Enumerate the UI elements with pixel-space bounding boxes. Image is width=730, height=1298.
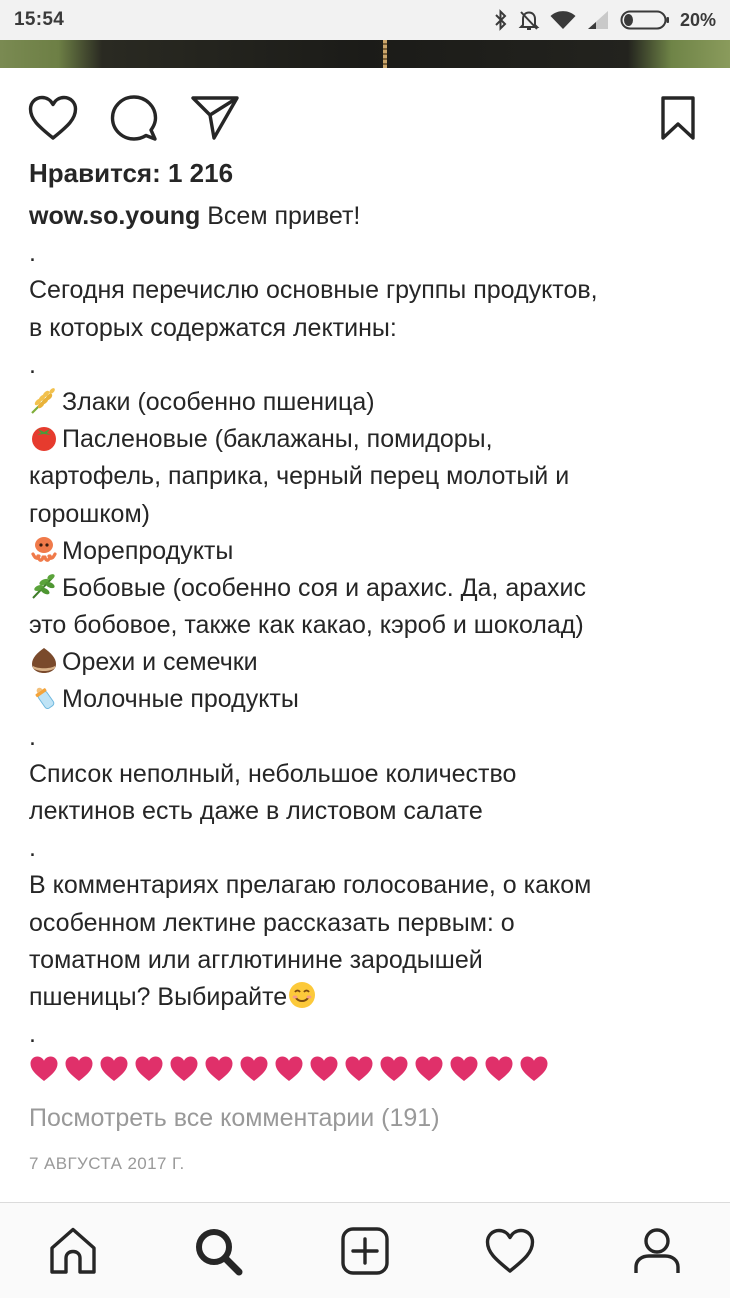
caption-line: . (29, 722, 36, 751)
caption-line: Список неполный, небольшое количество (29, 759, 517, 788)
post-date: 7 АВГУСТА 2017 Г. (29, 1154, 185, 1173)
caption-line: томатном или агглютинине зародышей (29, 945, 483, 974)
pink-heart-emoji (134, 1055, 164, 1083)
battery-icon (620, 9, 670, 31)
pink-hearts-row (29, 1055, 549, 1083)
caption-line: . (29, 239, 36, 268)
pink-heart-emoji (99, 1055, 129, 1083)
status-icons (494, 9, 716, 31)
pink-heart-emoji (239, 1055, 269, 1083)
activity-heart-icon (485, 1228, 535, 1279)
post-caption (29, 198, 709, 1091)
pink-heart-emoji (274, 1055, 304, 1083)
pink-heart-emoji (344, 1055, 374, 1083)
caption-line: Морепродукты (29, 533, 709, 570)
pink-heart-emoji (449, 1055, 479, 1083)
add-post-icon (340, 1226, 390, 1281)
caption-hearts-line (29, 1053, 709, 1090)
bluetooth-icon (494, 9, 508, 31)
nav-search-button[interactable] (190, 1225, 246, 1281)
pink-heart-emoji (169, 1055, 199, 1083)
home-icon (48, 1226, 98, 1281)
smiling-face-emoji (287, 980, 317, 1010)
comment-button[interactable] (106, 90, 162, 146)
nav-add-post-button[interactable] (337, 1225, 393, 1281)
caption-line: В комментариях прелагаю голосование, о каком (29, 871, 592, 900)
caption-line: . (29, 834, 36, 863)
caption-line: особенном лектине рассказать первым: о (29, 908, 515, 937)
nav-profile-button[interactable] (629, 1225, 685, 1281)
caption-line: Молочные продукты (29, 681, 709, 718)
caption-line: это бобовое, также как какао, кэроб и шоколад) (29, 611, 584, 640)
pink-heart-emoji (379, 1055, 409, 1083)
chestnut-emoji (29, 645, 59, 675)
caption-line: в которых содержатся лектины: (29, 313, 397, 342)
signal-icon (586, 10, 610, 30)
status-time: 15:54 (14, 9, 65, 30)
pink-heart-emoji (29, 1055, 59, 1083)
wheat-emoji (29, 385, 59, 415)
caption-line: Злаки (особенно пшеница) (29, 384, 709, 421)
bottom-navigation (0, 1202, 730, 1298)
caption-line: . (29, 1020, 36, 1049)
share-button[interactable] (187, 90, 243, 146)
like-count[interactable]: Нравится: 1 216 (29, 158, 234, 188)
save-button[interactable] (650, 90, 706, 146)
caption-line: Орехи и семечки (29, 644, 709, 681)
caption-line: горошком) (29, 499, 150, 528)
mute-bell-icon (518, 9, 540, 31)
nav-activity-button[interactable] (482, 1225, 538, 1281)
caption-line: Пасленовые (баклажаны, помидоры, (29, 421, 709, 458)
pink-heart-emoji (309, 1055, 339, 1083)
nav-home-button[interactable] (45, 1225, 101, 1281)
username-link[interactable]: wow.so.young (29, 202, 201, 230)
tomato-emoji (29, 422, 59, 452)
bookmark-icon (660, 95, 696, 141)
herb-emoji (29, 571, 59, 601)
view-all-comments-link[interactable]: Посмотреть все комментарии (191) (29, 1104, 440, 1132)
heart-outline-icon (28, 95, 78, 141)
caption-line: wow.so.young Всем привет! (29, 202, 361, 230)
caption-line: . (29, 350, 36, 379)
caption-line: Бобовые (особенно соя и арахис. Да, арахис (29, 570, 709, 607)
post-photo[interactable] (0, 40, 730, 68)
status-bar (0, 0, 730, 40)
comment-icon (110, 94, 158, 142)
baby-bottle-emoji (29, 682, 59, 712)
pink-heart-emoji (204, 1055, 234, 1083)
caption-line: картофель, паприка, черный перец молотый и (29, 462, 570, 491)
caption-line: лектинов есть даже в листовом салате (29, 797, 483, 825)
pink-heart-emoji (484, 1055, 514, 1083)
battery-percent: 20% (679, 9, 716, 30)
photo-necklace-detail (383, 40, 387, 68)
caption-line: Сегодня перечислю основные группы продуктов, (29, 276, 598, 305)
caption-line: пшеницы? Выбирайте (29, 979, 709, 1016)
pink-heart-emoji (64, 1055, 94, 1083)
wifi-icon (550, 10, 576, 30)
like-button[interactable] (25, 90, 81, 146)
pink-heart-emoji (414, 1055, 444, 1083)
post-action-bar (0, 84, 730, 148)
share-arrow-icon (190, 95, 240, 141)
pink-heart-emoji (519, 1055, 549, 1083)
octopus-emoji (29, 534, 59, 564)
profile-icon (632, 1226, 682, 1281)
search-icon (193, 1226, 243, 1281)
